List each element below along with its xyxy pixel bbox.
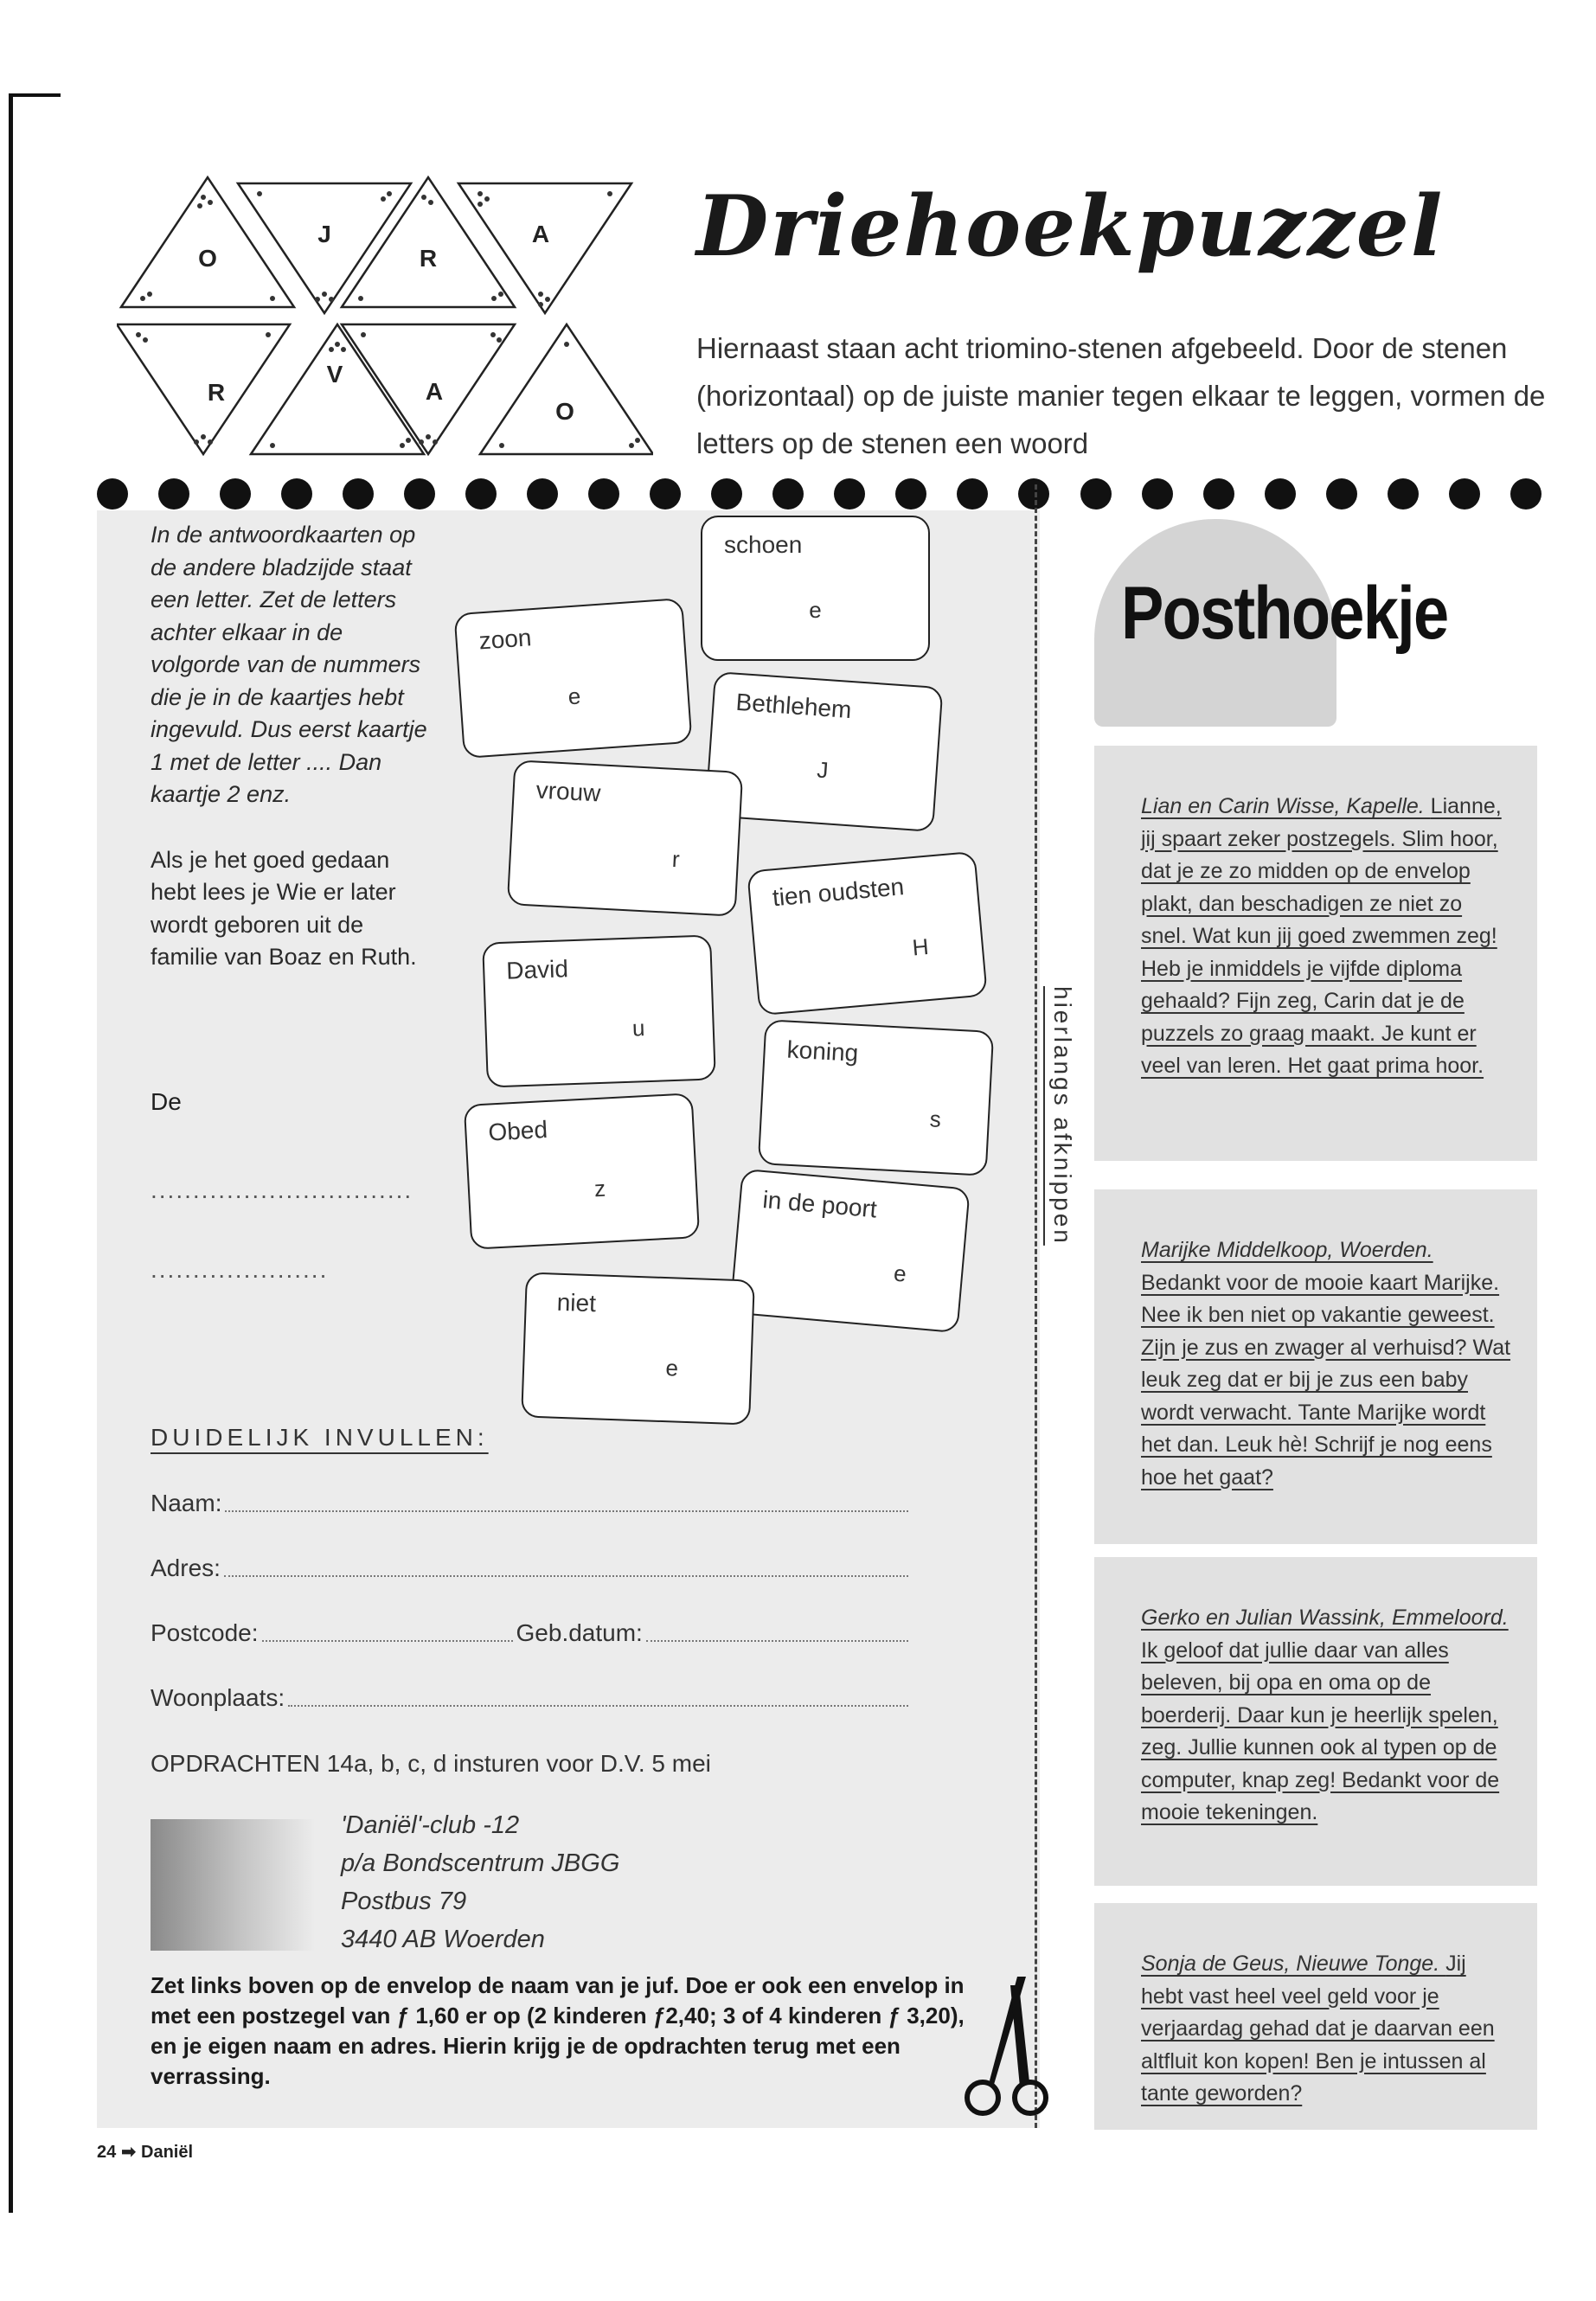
card-letter: e: [892, 1259, 907, 1287]
address-line-3: Postbus 79: [341, 1888, 467, 1915]
card-word: Bethlehem: [734, 688, 853, 724]
word-card: [729, 1169, 971, 1333]
divider-dot: [650, 478, 681, 510]
letter-author: Gerko en Julian Wassink, Emmeloord.: [1141, 1606, 1509, 1630]
divider-dot: [588, 478, 619, 510]
instructions-part-1: In de antwoordkaarten op de andere bladzijde staat een letter. Zet de letters achter elkaar in de volgorde van de nummers die je in de kaartjes hebt ingevuld. Dus eerst kaartje 1 met de letter .... Dan kaartje 2 enz.: [151, 522, 427, 807]
puzzle-title: Driehoekpuzzel: [696, 177, 1445, 275]
divider-dot: [97, 478, 128, 510]
tile-letter-2: J: [317, 221, 331, 247]
divider-dot: [158, 478, 189, 510]
letter-reply: Ik geloof dat jullie daar van alles beleven, bij opa en oma op de boerderij. Daar kun je heerlijk spelen, zeg. Jullie kunnen ook al typen op de computer, knap zeg! Bedankt voor de mooie tekeningen.: [1141, 1638, 1500, 1824]
tile-letter-5: R: [207, 379, 226, 406]
envelope-note: Zet links boven op de envelop de naam van je juf. Doe er ook een envelop in met een postzegel van ƒ 1,60 er op (2 kinderen ƒ2,40; 3 of 4 kinderen ƒ 3,20), en je eigen naam en adres. Hierin krijg je de opdrachten terug met een verrassing.: [151, 1972, 965, 2089]
triomino-tiles: [117, 173, 653, 467]
letter-text: [1141, 1948, 1513, 2111]
gradient-box: [151, 1819, 315, 1951]
magazine-name: Daniël: [141, 2143, 194, 2162]
word-card: [464, 1093, 700, 1250]
divider-dot: [465, 478, 497, 510]
card-word: tien oudsten: [771, 873, 906, 912]
word-card: [747, 851, 988, 1016]
page-number: 24: [97, 2143, 117, 2162]
card-word: in de poort: [761, 1186, 878, 1223]
letter-text: [1141, 1234, 1513, 1494]
postcode-field[interactable]: [262, 1640, 513, 1642]
address-line-2: p/a Bondscentrum JBGG: [341, 1849, 620, 1877]
divider-dot: [957, 478, 988, 510]
instructions-part-2: Als je het goed gedaan hebt lees je Wie er later wordt geboren uit de familie van Boaz en Ruth.: [151, 846, 417, 970]
divider-dot: [1510, 478, 1542, 510]
answer-line-2[interactable]: .....................: [151, 1256, 329, 1283]
fill-in-heading: DUIDELIJK INVULLEN:: [151, 1424, 489, 1451]
letter-text: [1141, 1602, 1513, 1830]
divider-dot: [1265, 478, 1296, 510]
divider-dot: [1203, 478, 1234, 510]
letter-author: Sonja de Geus, Nieuwe Tonge.: [1141, 1952, 1446, 1976]
birthdate-field[interactable]: [646, 1640, 908, 1642]
letter-reply: Bedankt voor de mooie kaart Marijke. Nee ik ben niet op vakantie geweest. Zijn je zus en zwager al verhuisd? Wat leuk zeg dat er bij je zus een baby wordt verwacht. Tante Marijke wordt het dan. Leuk hè! Schrijf je nog eens hoe het gaat?: [1141, 1270, 1511, 1490]
word-card: [507, 760, 743, 917]
page-footer: [97, 2141, 193, 2163]
name-row: [151, 1490, 912, 1517]
cut-line: [1035, 484, 1037, 2128]
cut-label: hierlangs afknippen: [1049, 986, 1076, 1246]
card-letter: H: [911, 933, 930, 961]
card-letter: e: [809, 597, 822, 623]
word-card: [453, 598, 692, 759]
card-instructions: [151, 519, 436, 974]
scissors-icon: [957, 1968, 1052, 2124]
address-line-1: 'Daniël'-club -12: [341, 1811, 520, 1839]
puzzle-intro: Hiernaast staan acht triomino-stenen afgebeeld. Door de stenen (horizontaal) op de juiste manier tegen elkaar te leggen, vormen de letters op de stenen een woord: [696, 332, 1546, 459]
card-letter: z: [593, 1175, 606, 1202]
tile-letter-1: O: [198, 245, 217, 272]
name-field[interactable]: [225, 1510, 908, 1512]
tile-letter-7: A: [425, 378, 444, 405]
name-label: Naam:: [151, 1490, 222, 1516]
address-row: [151, 1554, 912, 1582]
divider-dot: [1449, 478, 1480, 510]
birthdate-label: Geb.datum:: [516, 1619, 643, 1646]
divider-dot: [343, 478, 374, 510]
city-field[interactable]: [288, 1705, 908, 1707]
address-field[interactable]: [224, 1575, 908, 1577]
letter-reply: Jij hebt vast heel veel geld voor je verjaardag gehad dat je daarvan een altfluit kon kopen! Ben je intussen al tante geworden?: [1141, 1952, 1495, 2106]
card-letter: e: [664, 1355, 679, 1381]
card-letter: e: [567, 683, 582, 710]
card-letter: s: [929, 1106, 942, 1132]
card-word: niet: [556, 1288, 597, 1317]
mailing-address: [341, 1806, 619, 1958]
word-card: [521, 1272, 755, 1425]
page-frame-left: [9, 93, 13, 2213]
postcode-label: Postcode:: [151, 1619, 259, 1646]
address-label: Adres:: [151, 1554, 221, 1581]
city-row: [151, 1684, 912, 1712]
letter-box: [1094, 1189, 1537, 1544]
word-card: [758, 1019, 994, 1176]
card-letter: r: [671, 845, 681, 873]
arrow-right-icon: ➡: [121, 2143, 137, 2162]
letter-author: Lian en Carin Wisse, Kapelle.: [1141, 794, 1431, 818]
card-word: vrouw: [535, 776, 602, 807]
card-word: Obed: [487, 1116, 548, 1146]
divider-dot: [220, 478, 251, 510]
tile-letter-8: O: [555, 398, 574, 425]
card-word: David: [505, 955, 569, 984]
word-card: [701, 516, 930, 661]
postcode-row: [151, 1619, 912, 1647]
card-word: zoon: [478, 624, 533, 655]
divider-dot: [1326, 478, 1357, 510]
divider-dot: [404, 478, 435, 510]
letter-author: Marijke Middelkoop, Woerden.: [1141, 1238, 1433, 1262]
answer-line-1[interactable]: ...............................: [151, 1176, 413, 1203]
divider-dot: [281, 478, 312, 510]
divider-dot: [1388, 478, 1419, 510]
divider-dot: [1080, 478, 1112, 510]
posthoekje-title: Posthoekje: [1121, 572, 1448, 655]
word-card: [482, 934, 716, 1087]
page-frame-top: [9, 93, 61, 97]
tile-letter-6: V: [326, 361, 343, 388]
divider-dot: [834, 478, 865, 510]
letter-text: [1141, 791, 1513, 1083]
letter-box: [1094, 746, 1537, 1161]
card-word: schoen: [724, 531, 803, 558]
card-word: koning: [785, 1035, 860, 1067]
answer-prefix: De: [151, 1088, 182, 1115]
divider-dot: [895, 478, 926, 510]
divider-dot: [527, 478, 558, 510]
dot-divider: [97, 478, 1542, 510]
letter-reply: Lianne, jij spaart zeker postzegels. Slim hoor, dat je ze zo midden op de envelop plakt, dan beschadigen ze niet zo snel. Wat kun jij goed zwemmen zeg! Heb je inmiddels je vijfde diploma gehaald? Fijn zeg, Carin dat je de puzzels zo graag maakt. Je kunt er veel van leren. Het gaat prima hoor.: [1141, 794, 1502, 1078]
divider-dot: [772, 478, 804, 510]
city-label: Woonplaats:: [151, 1684, 285, 1711]
tile-letter-3: R: [419, 245, 438, 272]
assignments-deadline: OPDRACHTEN 14a, b, c, d insturen voor D.V. 5 mei: [151, 1750, 711, 1777]
tile-letter-4: A: [531, 221, 550, 247]
address-line-4: 3440 AB Woerden: [341, 1926, 545, 1953]
card-letter: J: [816, 756, 830, 784]
card-letter: u: [631, 1015, 645, 1042]
letter-box: [1094, 1903, 1537, 2130]
divider-dot: [711, 478, 742, 510]
divider-dot: [1142, 478, 1173, 510]
letter-box: [1094, 1557, 1537, 1886]
